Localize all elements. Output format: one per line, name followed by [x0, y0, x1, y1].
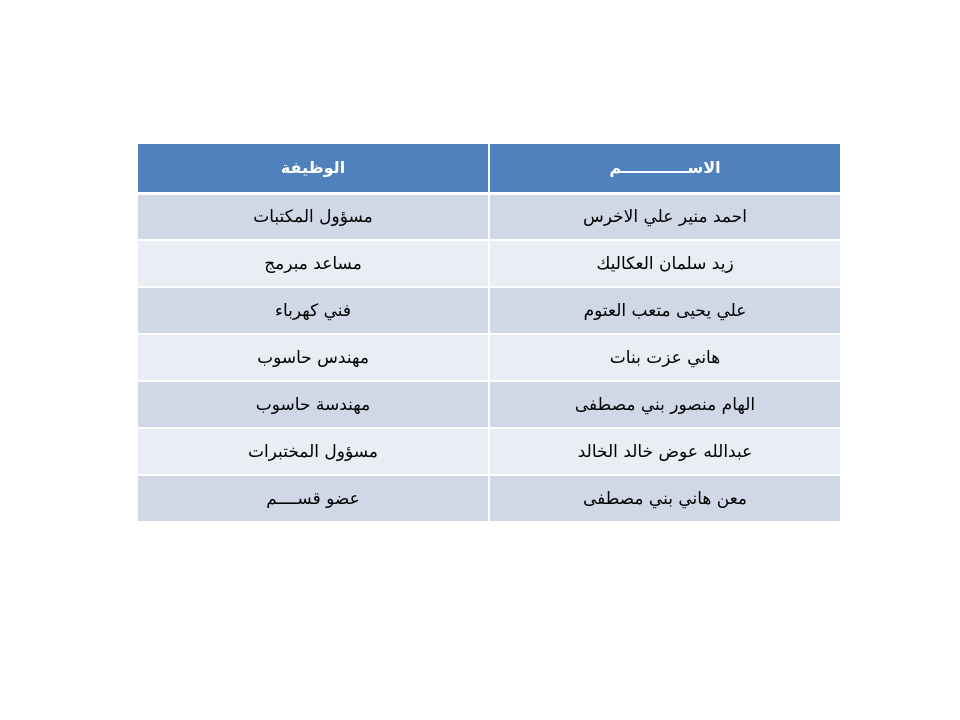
cell-name: علي يحيى متعب العتوم: [489, 287, 841, 334]
table-row: [137, 334, 841, 381]
cell-name: زيد سلمان العكاليك: [489, 240, 841, 287]
staff-table: [136, 142, 842, 523]
table-row: [137, 287, 841, 334]
cell-name: احمد منير علي الاخرس: [489, 193, 841, 240]
cell-job: مسؤول المختبرات: [137, 428, 489, 475]
cell-name: معن هاني بني مصطفى: [489, 475, 841, 522]
cell-job: مهندسة حاسوب: [137, 381, 489, 428]
table-row: [137, 240, 841, 287]
cell-name: الهام منصور بني مصطفى: [489, 381, 841, 428]
table-header-row: [137, 143, 841, 193]
header-job: الوظيفة: [137, 143, 489, 193]
table-row: [137, 475, 841, 522]
cell-job: مساعد مبرمج: [137, 240, 489, 287]
cell-job: مسؤول المكتبات: [137, 193, 489, 240]
table-row: [137, 193, 841, 240]
cell-job: عضو قســــم: [137, 475, 489, 522]
table-row: [137, 428, 841, 475]
cell-name: هاني عزت بنات: [489, 334, 841, 381]
cell-name: عبدالله عوض خالد الخالد: [489, 428, 841, 475]
header-name: الاســــــــــــم: [489, 143, 841, 193]
cell-job: فني كهرباء: [137, 287, 489, 334]
table-row: [137, 381, 841, 428]
cell-job: مهندس حاسوب: [137, 334, 489, 381]
